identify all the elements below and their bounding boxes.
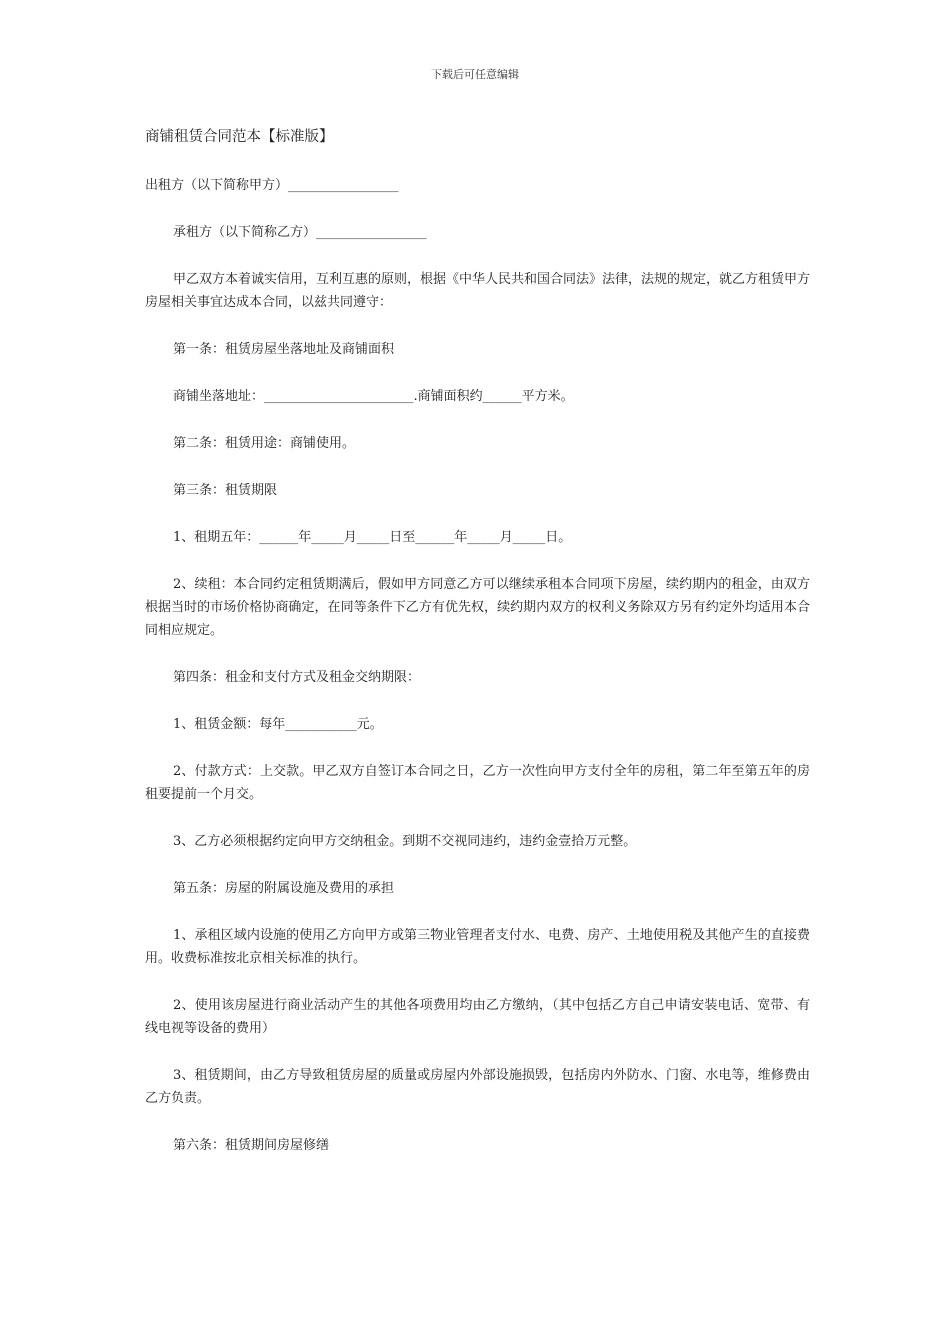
rent-amount-line: 1、租赁金额：每年___________元。 (173, 717, 383, 732)
shop-address-line: 商铺坐落地址：_______________________.商铺面积约______平方米。 (173, 389, 574, 404)
preamble-paragraph: 甲乙双方本着诚实信用，互利互惠的原则，根据《中华人民共和国合同法》法律，法规的规定，就乙方租赁甲方房屋相关事宜达成本合同，以兹共同遵守： (145, 272, 811, 310)
payment-method-paragraph: 2、付款方式：上交款。甲乙双方自签订本合同之日，乙方一次性向甲方支付全年的房租，第二年至第五年的房租要提前一个月交。 (145, 764, 810, 802)
renewal-paragraph: 2、续租：本合同约定租赁期满后，假如甲方同意乙方可以继续承租本合同项下房屋，续约期内的租金，由双方根据当时的市场价格协商确定，在同等条件下乙方有优先权，续约期内双方的权利义务除双方另有约定外均适用本合同相应规定。 (145, 577, 810, 638)
header-note: 下载后可任意编辑 (431, 68, 519, 81)
facility-fees-paragraph: 1、承租区域内设施的使用乙方向甲方或第三物业管理者支付水、电费、房产、土地使用税及其他产生的直接费用。收费标准按北京相关标准的执行。 (145, 928, 810, 966)
article-3-heading: 第三条：租赁期限 (173, 483, 278, 498)
article-5-heading: 第五条：房屋的附属设施及费用的承担 (173, 881, 395, 896)
article-1-heading: 第一条：租赁房屋坐落地址及商铺面积 (173, 342, 395, 357)
article-6-heading: 第六条：租赁期间房屋修缮 (173, 1138, 330, 1153)
repair-costs-paragraph: 3、租赁期间，由乙方导致租赁房屋的质量或房屋内外部设施损毁，包括房内外防水、门窗、水电等，维修费由乙方负责。 (145, 1068, 810, 1106)
article-4-heading: 第四条：租金和支付方式及租金交纳期限： (173, 670, 421, 685)
lessee-line: 承租方（以下简称乙方）_________________ (173, 225, 427, 240)
payment-obligation-paragraph: 3、乙方必须根据约定向甲方交纳租金。到期不交视同违约，违约金壹拾万元整。 (173, 834, 637, 849)
article-2-heading: 第二条：租赁用途：商铺使用。 (173, 436, 356, 451)
document-body (145, 126, 810, 1181)
lease-term-line: 1、租期五年：______年_____月_____日至______年_____月_____日。 (173, 530, 572, 545)
lessor-line: 出租方（以下简称甲方）_________________ (145, 178, 399, 193)
document-title: 商铺租赁合同范本【标准版】 (145, 129, 334, 145)
other-fees-paragraph: 2、使用该房屋进行商业活动产生的其他各项费用均由乙方缴纳，（其中包括乙方自己申请安装电话、宽带、有线电视等设备的费用） (145, 998, 810, 1036)
